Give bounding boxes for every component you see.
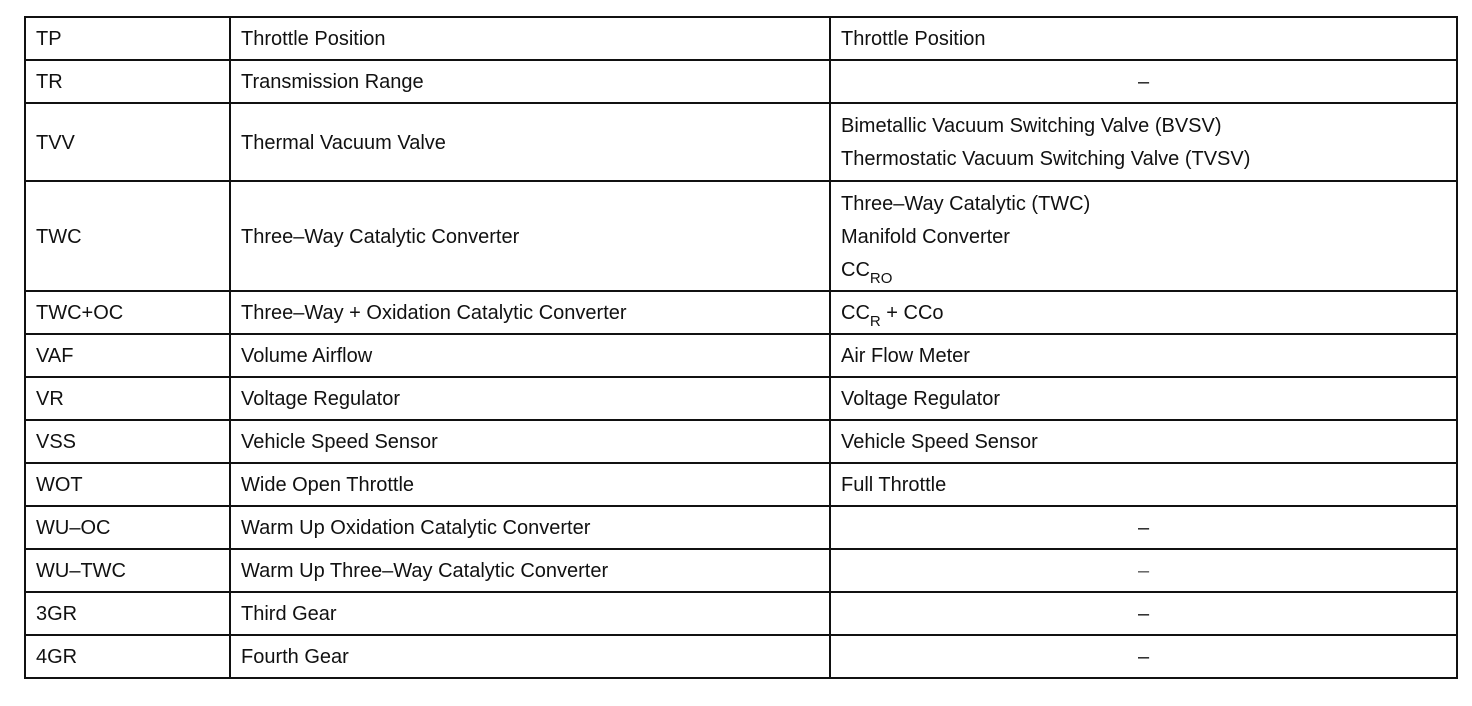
- previous-term-cell: [830, 181, 1457, 291]
- table-row: [25, 17, 1457, 60]
- term-cell: Three–Way + Oxidation Catalytic Converter: [230, 291, 830, 334]
- previous-term-line: Three–Way Catalytic (TWC): [841, 192, 1091, 215]
- abbreviation-cell: 3GR: [25, 592, 230, 635]
- abbreviation-cell: 4GR: [25, 635, 230, 678]
- previous-term-cell: [830, 291, 1457, 334]
- abbreviation-cell: VSS: [25, 420, 230, 463]
- table-row: [25, 420, 1457, 463]
- abbreviation-cell: TWC+OC: [25, 291, 230, 334]
- table-row: [25, 549, 1457, 592]
- term-cell: Throttle Position: [230, 17, 830, 60]
- term-cell: Warm Up Oxidation Catalytic Converter: [230, 506, 830, 549]
- term-cell: Wide Open Throttle: [230, 463, 830, 506]
- previous-term-cell: –: [830, 60, 1457, 103]
- cc-base-text: CC: [841, 258, 870, 281]
- table-row: [25, 592, 1457, 635]
- previous-term-line: Thermostatic Vacuum Switching Valve (TVSV): [841, 148, 1251, 170]
- abbreviation-cell: WOT: [25, 463, 230, 506]
- abbreviation-cell: VAF: [25, 334, 230, 377]
- previous-term-cell: [830, 103, 1457, 181]
- table-row: [25, 506, 1457, 549]
- cc-subscript-text: RO: [869, 269, 893, 287]
- term-cell: Voltage Regulator: [230, 377, 830, 420]
- term-cell: Fourth Gear: [230, 635, 830, 678]
- abbreviation-table: [24, 16, 1458, 679]
- term-cell: Third Gear: [230, 592, 830, 635]
- abbreviation-cell: WU–OC: [25, 506, 230, 549]
- previous-term-cell: Air Flow Meter: [830, 334, 1457, 377]
- abbreviation-table-container: [24, 16, 1456, 679]
- abbreviation-cell: TR: [25, 60, 230, 103]
- term-cell: Vehicle Speed Sensor: [230, 420, 830, 463]
- table-row: [25, 60, 1457, 103]
- table-row: [25, 334, 1457, 377]
- term-cell: Thermal Vacuum Valve: [230, 103, 830, 181]
- table-row: [25, 103, 1457, 181]
- table-row: [25, 635, 1457, 678]
- table-row: [25, 291, 1457, 334]
- table-row: [25, 377, 1457, 420]
- abbreviation-cell: TVV: [25, 103, 230, 181]
- previous-term-cell: –: [830, 506, 1457, 549]
- previous-term-cell: –: [830, 592, 1457, 635]
- previous-term-cell: Voltage Regulator: [830, 377, 1457, 420]
- abbreviation-cell: WU–TWC: [25, 549, 230, 592]
- term-cell: Transmission Range: [230, 60, 830, 103]
- previous-term-line: Manifold Converter: [841, 225, 1010, 248]
- previous-term-cell: –: [830, 549, 1457, 592]
- table-row: [25, 463, 1457, 506]
- cc-rest-text: + CCo: [880, 302, 944, 324]
- term-cell: Volume Airflow: [230, 334, 830, 377]
- cc-subscript-text: R: [869, 313, 881, 330]
- previous-term-line: [841, 254, 1446, 287]
- table-row: [25, 181, 1457, 291]
- previous-term-cell: Throttle Position: [830, 17, 1457, 60]
- previous-term-line: Bimetallic Vacuum Switching Valve (BVSV): [841, 115, 1222, 137]
- term-cell: Warm Up Three–Way Catalytic Converter: [230, 549, 830, 592]
- term-cell: Three–Way Catalytic Converter: [230, 181, 830, 291]
- previous-term-cell: –: [830, 635, 1457, 678]
- previous-term-cell: Vehicle Speed Sensor: [830, 420, 1457, 463]
- abbreviation-cell: TP: [25, 17, 230, 60]
- abbreviation-cell: VR: [25, 377, 230, 420]
- previous-term-cell: Full Throttle: [830, 463, 1457, 506]
- abbreviation-cell: TWC: [25, 181, 230, 291]
- cc-base-text: CC: [841, 302, 870, 324]
